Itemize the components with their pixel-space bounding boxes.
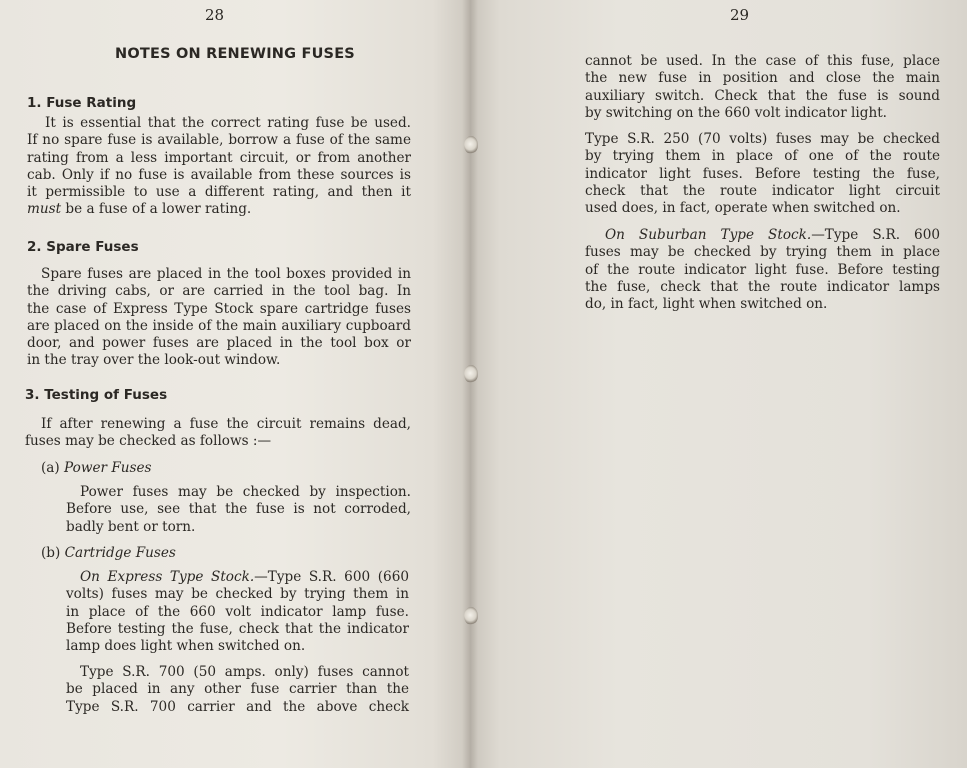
text-fragment: —Type S.R. 600	[811, 227, 940, 243]
text-line: in the tray over the look-out window.	[27, 352, 281, 369]
text-line: Before testing the fuse, check that the indicator	[66, 620, 409, 637]
right-para-3	[585, 227, 940, 313]
page-number-right: 29	[730, 6, 750, 24]
section-2-text	[27, 266, 411, 370]
binding-staple-top	[464, 136, 478, 154]
text-line: be placed in any other fuse carrier than the	[66, 681, 409, 698]
text-line	[585, 227, 940, 244]
text-line: Type S.R. 700 (50 amps. only) fuses cannot	[80, 664, 409, 680]
subsection-a-text	[66, 484, 411, 536]
subsection-b-para-1	[66, 569, 409, 655]
text-line: It is essential that the correct rating fuse be used.	[45, 115, 411, 131]
page-number-left: 28	[205, 6, 225, 24]
text-line: If no spare fuse is available, borrow a fuse of the same	[27, 132, 411, 149]
subsection-a-heading	[41, 460, 152, 476]
text-line: rating from a less important circuit, or from another	[27, 149, 411, 166]
text-line: it permissible to use a different rating, and then it	[27, 184, 411, 201]
text-line: Type S.R. 700 carrier and the above check	[66, 698, 409, 715]
right-page	[470, 0, 967, 768]
text-line: If after renewing a fuse the circuit remains dead,	[41, 416, 411, 432]
right-para-2	[585, 131, 940, 217]
text-line: cannot be used. In the case of this fuse, place	[585, 53, 940, 69]
right-para-1	[585, 53, 940, 122]
section-3-intro	[25, 416, 411, 451]
text-line	[66, 569, 409, 586]
text-line: Before use, see that the fuse is not corroded,	[66, 501, 411, 518]
subsection-a-title: Power Fuses	[64, 460, 152, 476]
text-line: lamp does light when switched on.	[66, 638, 306, 655]
binding-staple-middle	[464, 365, 478, 383]
subsection-b-para-2	[66, 664, 409, 716]
text-line: badly bent or torn.	[66, 518, 196, 535]
subsection-b-heading	[41, 545, 176, 561]
text-line: check that the route indicator light circuit	[585, 182, 940, 199]
stock-type-suburban: On Suburban Type Stock.	[605, 227, 812, 243]
binding-staple-bottom	[464, 607, 478, 625]
text-line: the driving cabs, or are carried in the tool bag. In	[27, 283, 411, 300]
text-line: auxiliary switch. Check that the fuse is sound	[585, 87, 940, 104]
emphasis-must: must	[27, 201, 62, 218]
text-line: Spare fuses are placed in the tool boxes provided in	[41, 266, 411, 282]
text-line: door, and power fuses are placed in the tool box or	[27, 335, 411, 352]
page-title: NOTES ON RENEWING FUSES	[115, 46, 355, 62]
subsection-a-label: (a)	[41, 460, 60, 476]
text-line: of the route indicator light fuse. Before testing	[585, 261, 940, 278]
subsection-b-label: (b)	[41, 545, 61, 561]
text-line: Type S.R. 250 (70 volts) fuses may be checked	[585, 131, 940, 147]
text-line: volts) fuses may be checked by trying them in	[66, 586, 409, 603]
text-line: by trying them in place of one of the route	[585, 148, 940, 165]
section-3-heading: 3. Testing of Fuses	[25, 387, 168, 403]
section-1-heading: 1. Fuse Rating	[27, 95, 137, 111]
text-line: in place of the 660 volt indicator lamp fuse.	[66, 603, 409, 620]
text-line: cab. Only if no fuse is available from these sources is	[27, 166, 411, 183]
text-line: the fuse, check that the route indicator lamps	[585, 278, 940, 295]
text-line: do, in fact, light when switched on.	[585, 296, 828, 313]
text-line: by switching on the 660 volt indicator light.	[585, 104, 887, 121]
text-fragment: —Type S.R. 600 (660	[254, 569, 409, 585]
text-line: used does, in fact, operate when switched on.	[585, 200, 901, 217]
stock-type-express: On Express Type Stock.	[80, 569, 255, 585]
text-line: the case of Express Type Stock spare cartridge fuses	[27, 300, 411, 317]
text-line: are placed on the inside of the main auxiliary cupboard	[27, 317, 411, 334]
subsection-b-title: Cartridge Fuses	[64, 545, 176, 561]
left-page	[0, 0, 470, 768]
text-line: fuses may be checked as follows :—	[25, 433, 272, 450]
text-line: Power fuses may be checked by inspection.	[80, 484, 411, 500]
text-line: indicator light fuses. Before testing the fuse,	[585, 165, 940, 182]
book-gutter	[462, 0, 478, 768]
section-1-text	[27, 115, 411, 219]
section-2-heading: 2. Spare Fuses	[27, 239, 139, 255]
text-fragment: be a fuse of a lower rating.	[65, 201, 252, 218]
text-line: fuses may be checked by trying them in place	[585, 244, 940, 261]
text-line	[27, 201, 411, 218]
text-line: the new fuse in position and close the main	[585, 70, 940, 87]
